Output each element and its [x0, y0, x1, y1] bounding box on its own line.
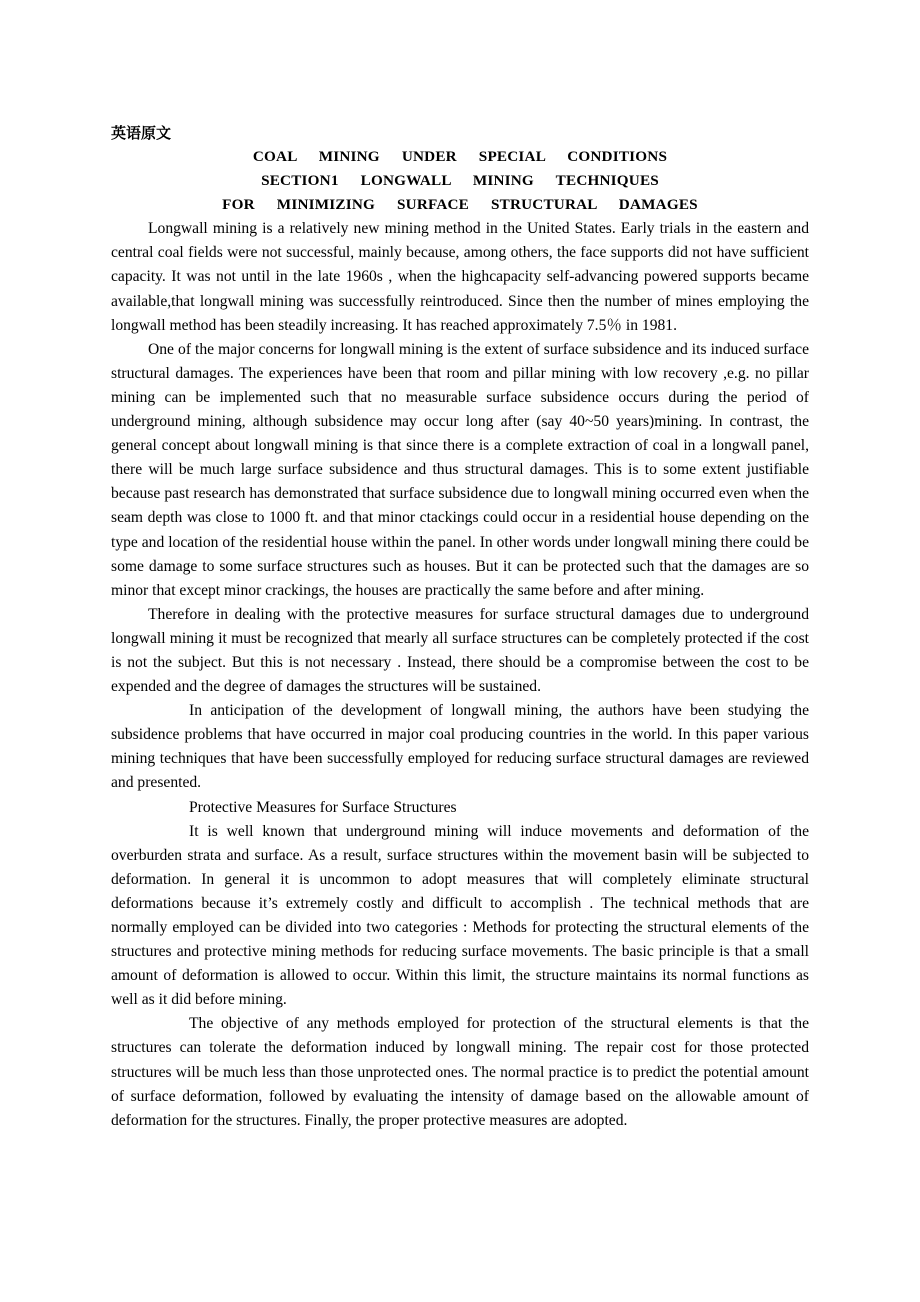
paragraph-anticipation: In anticipation of the development of longwall mining, the authors have been studying the subsidence problems that have occurred in major coal producing countries in the world. In this paper various mining techniques that have been successfully employed for reducing surface structural damages are reviewed and presented. — [111, 702, 809, 792]
paragraph-protective-measures: Therefore in dealing with the protective measures for surface structural damages due to underground longwall mining it must be recognized that mearly all surface structures can be completely protected if the cost is not the subject. But this is not necessary . Instead, there should be a compromise between the cost to be expended and the degree of damages the structures will be sustained. — [111, 605, 809, 696]
chinese-heading: 英语原文 — [111, 124, 172, 142]
title-line-3: FOR MINIMIZING SURFACE STRUCTURAL DAMAGES — [222, 196, 698, 214]
title-line-1: COAL MINING UNDER SPECIAL CONDITIONS — [252, 148, 668, 165]
title-line-2: SECTION1 LONGWALL MINING TECHNIQUES — [261, 172, 659, 190]
section-subheading: Protective Measures for Surface Structures — [189, 798, 457, 816]
paragraph-intro: Longwall mining is a relatively new mining method in the United States. Early trials in the eastern and central coal fields were not successful, mainly because, among others, the face supports did not have sufficient capacity. It was not until in the late 1960s , when the highcapacity self-advancing powered supports became available,that longwall mining was successfully reintroduced. Since then the number of mines employing the longwall method has been steadily increasing. It has reached approximately 7.5％ in 1981. — [111, 220, 809, 334]
document-body — [111, 121, 809, 1133]
paragraph-deformation: It is well known that underground mining will induce movements and deformation of the overburden strata and surface. As a result, surface structures within the movement basin will be subjected to deformation. In general it is uncommon to adopt measures that will completely eliminate structural deformations because it’s extremely costly and difficult to accomplish . The technical methods that are normally employed can be divided into two categories : Methods for protecting the structural elements of the structures and protective mining methods for reducing surface movements. The basic principle is that a small amount of deformation is allowed to occur. Within this limit, the structure maintains its normal functions as well as it did before mining. — [111, 822, 809, 1009]
paragraph-objective: The objective of any methods employed for protection of the structural elements is that the structures can tolerate the deformation induced by longwall mining. The repair cost for those protected structures will be much less than those unprotected ones. The normal practice is to predict the potential amount of surface deformation, followed by evaluating the intensity of damage based on the allowable amount of deformation for the structures. Finally, the proper protective measures are adopted. — [111, 1015, 809, 1129]
paragraph-concerns: One of the major concerns for longwall mining is the extent of surface subsidence and its induced surface structural damages. The experiences have been that room and pillar mining with low recovery ,e.g. no pillar mining can be implemented such that no measurable surface subsidence occurs during the period of underground mining, although subsidence may occur long after (say 40~50 years)mining. In contrast, the general concept about longwall mining is that since there is a complete extraction of coal in a longwall panel, there will be much large surface subsidence and thus structural damages. This is to some extent justifiable because past research has demonstrated that surface subsidence due to longwall mining occurred even when the seam depth was close to 1000 ft. and that minor ctackings could occur in a residential house depending on the type and location of the residential house within the panel. In other words under longwall mining there could be some damage to some surface structures such as houses. But it can be protected such that the damages are so minor that except minor crackings, the houses are practically the same before and after mining. — [111, 340, 809, 599]
